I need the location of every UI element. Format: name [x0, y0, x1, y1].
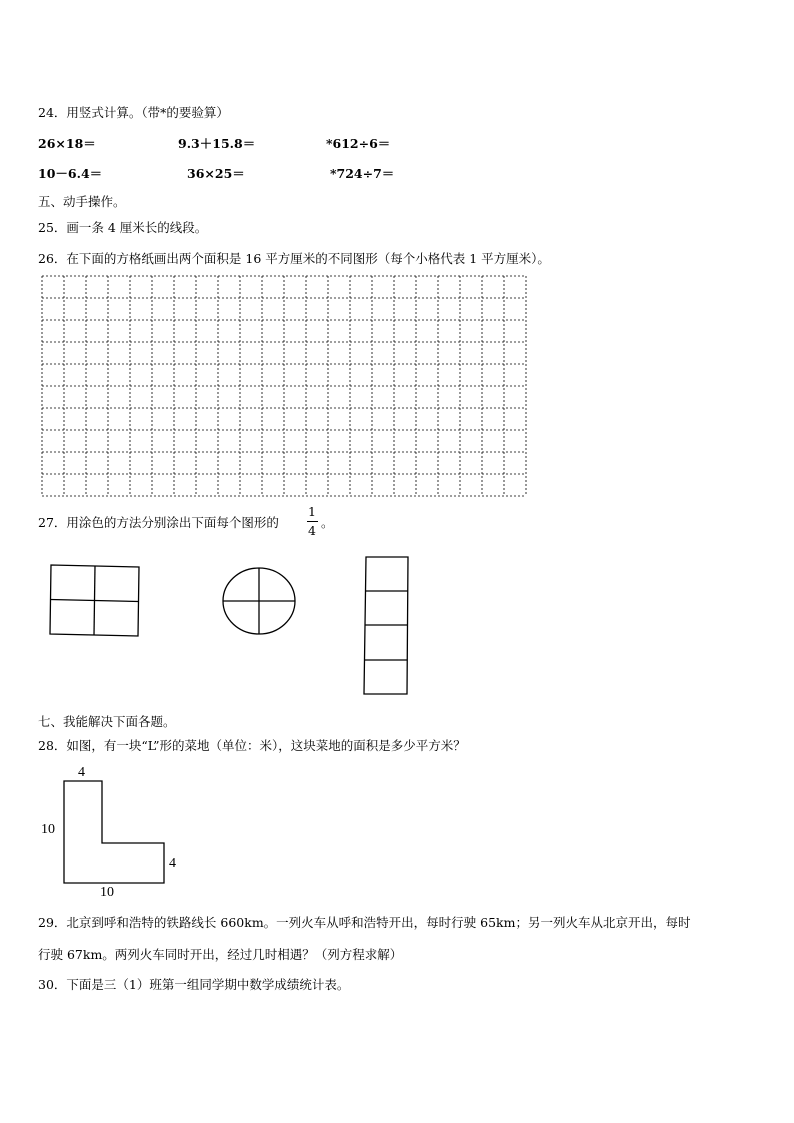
- l-shape-label-bottom: 10: [100, 885, 114, 900]
- l-shape-label-left: 10: [41, 822, 55, 837]
- l-shape-outline: [64, 781, 164, 883]
- q29-line-1: 29．北京到呼和浩特的铁路线长 660km。一列火车从呼和浩特开出，每时行驶 65km；另一列火车从北京开出，每时: [38, 915, 691, 930]
- q24-expr-1: 26×18＝: [38, 136, 96, 151]
- q24-heading: 24．用竖式计算。（带*的要验算）: [38, 105, 229, 120]
- l-shape-label-top: 4: [78, 765, 85, 780]
- q27-fraction-numerator: 1: [308, 504, 316, 519]
- l-shape-label-right: 4: [169, 856, 176, 871]
- section-5-heading: 五、动手操作。: [38, 194, 126, 209]
- q24-expr-4: 10－6.4＝: [38, 166, 103, 181]
- q24-expr-6: *724÷7＝: [330, 166, 395, 181]
- q25-text: 25．画一条 4 厘米长的线段。: [38, 220, 208, 235]
- q24-expr-5: 36×25＝: [187, 166, 245, 181]
- q27-text: 27．用涂色的方法分别涂出下面每个图形的: [38, 515, 279, 530]
- q27-end: 。: [321, 515, 334, 530]
- q27-fraction-denominator: 4: [308, 523, 316, 538]
- q24-expr-2: 9.3＋15.8＝: [178, 136, 256, 151]
- q26-text: 26．在下面的方格纸画出两个面积是 16 平方厘米的不同图形（每个小格代表 1 平方厘米）。: [38, 251, 550, 266]
- q24-expr-3: *612÷6＝: [326, 136, 391, 151]
- section-7-heading: 七、我能解决下面各题。: [38, 714, 176, 729]
- q28-text: 28．如图，有一块“L”形的菜地（单位：米），这块菜地的面积是多少平方米？: [38, 738, 466, 753]
- q30-text: 30．下面是三（1）班第一组同学期中数学成绩统计表。: [38, 977, 350, 992]
- q29-line-2: 行驶 67km。两列火车同时开出，经过几时相遇？（列方程求解）: [38, 947, 403, 962]
